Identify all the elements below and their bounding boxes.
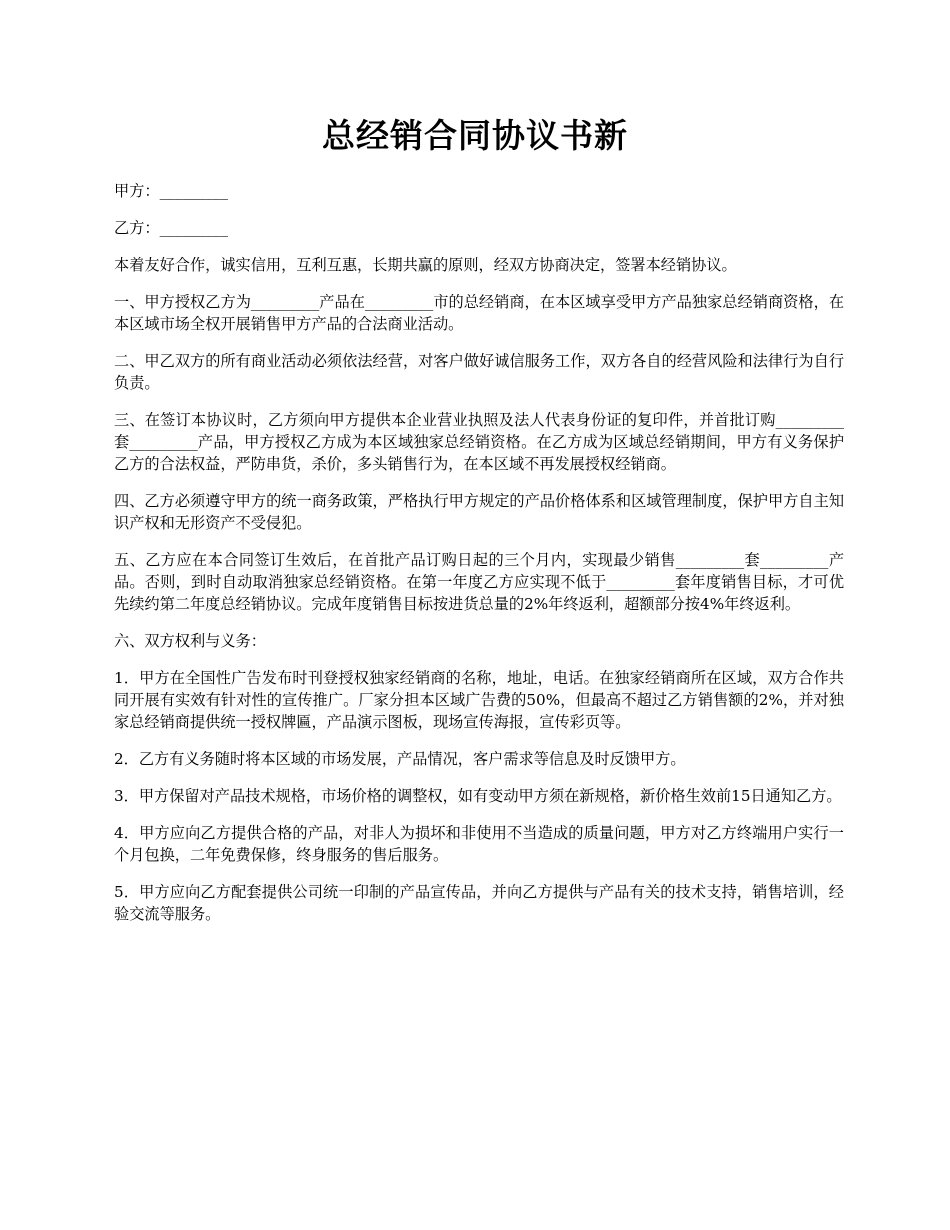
document-body [114, 180, 844, 940]
clause-6-item-2: 2．乙方有义务随时将本区域的市场发展，产品情况，客户需求等信息及时反馈甲方。 [114, 750, 686, 768]
party-a-line: 甲方：_________ [114, 182, 228, 200]
clause-2-paragraph: 二、甲乙双方的所有商业活动必须依法经营，对客户做好诚信服务工作，双方各自的经营风险和法律行为自行负责。 [114, 352, 844, 392]
clause-6-heading: 六、双方权利与义务： [114, 632, 266, 650]
clause-6-item-5: 5．甲方应向乙方配套提供公司统一印制的产品宣传品，并向乙方提供与产品有关的技术支持，销售培训，经验交流等服务。 [114, 883, 844, 923]
clause-6-item-4: 4．甲方应向乙方提供合格的产品，对非人为损坏和非使用不当造成的质量问题，甲方对乙方终端用户实行一个月包换，二年免费保修，终身服务的售后服务。 [114, 824, 844, 864]
clause-4-paragraph: 四、乙方必须遵守甲方的统一商务政策，严格执行甲方规定的产品价格体系和区域管理制度，保护甲方自主知识产权和无形资产不受侵犯。 [114, 492, 844, 532]
clause-6-item-1: 1．甲方在全国性广告发布时刊登授权独家经销商的名称，地址，电话。在独家经销商所在区域，双方合作共同开展有实效有针对性的宣传推广。厂家分担本区域广告费的50%，但最高不超过乙方销售额的2%，并对独家总经销商提供统一授权牌匾，产品演示图板，现场宣传海报，宣传彩页等。 [114, 669, 844, 731]
clause-1-paragraph: 一、甲方授权乙方为_________产品在_________市的总经销商，在本区域享受甲方产品独家总经销商资格，在本区域市场全权开展销售甲方产品的合法商业活动。 [114, 293, 844, 333]
preamble-paragraph: 本着友好合作，诚实信用，互利互惠，长期共赢的原则，经双方协商决定，签署本经销协议。 [114, 256, 737, 274]
party-b-line: 乙方：_________ [114, 219, 228, 237]
clause-6-item-3: 3．甲方保留对产品技术规格，市场价格的调整权，如有变动甲方须在新规格，新价格生效前15日通知乙方。 [114, 787, 842, 805]
clause-5-paragraph: 五、乙方应在本合同签订生效后，在首批产品订购日起的三个月内，实现最少销售_________套_________产品。否则，到时自动取消独家总经销资格。在第一年度乙方应实现不低于_________套年度销售目标，才可优先续约第二年度总经销协议。完成年度销售目标按进货总量的2%年终返利，超额部分按4%年终返利。 [114, 551, 844, 613]
clause-3-paragraph: 三、在签订本协议时，乙方须向甲方提供本企业营业执照及法人代表身份证的复印件，并首批订购_________套_________产品，甲方授权乙方成为本区域独家总经销资格。在乙方成为区域总经销期间，甲方有义务保护乙方的合法权益，严防串货，杀价，多头销售行为，在本区域不再发展授权经销商。 [114, 411, 844, 473]
document-title: 总经销合同协议书新 [322, 116, 628, 155]
